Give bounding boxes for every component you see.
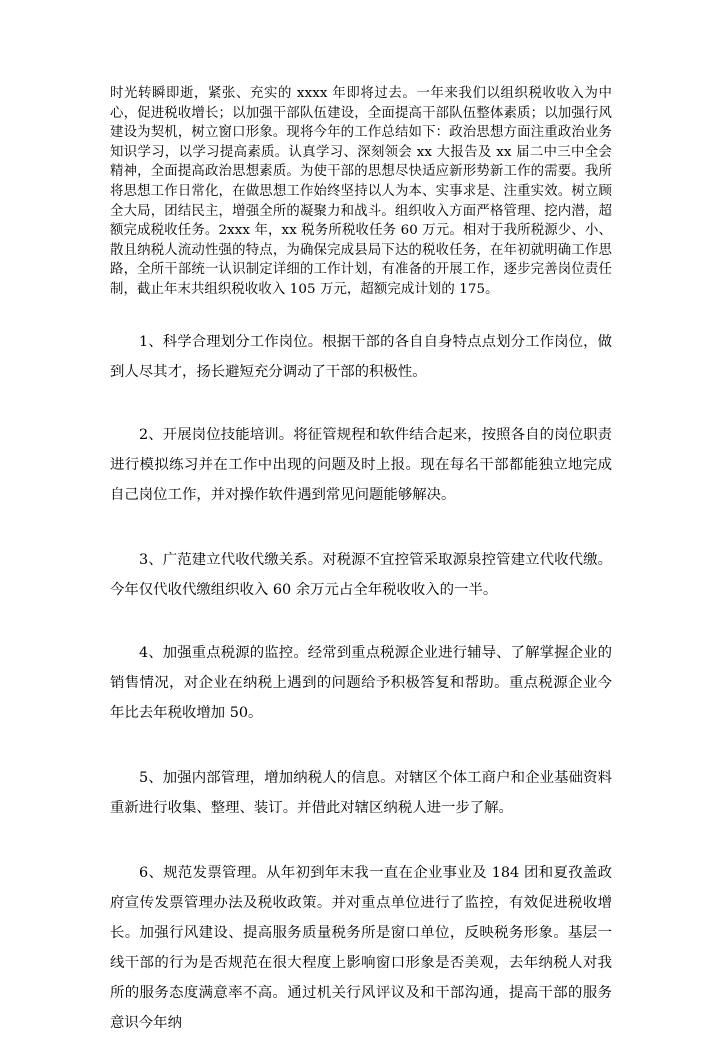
list-item-3: 3、广范建立代收代缴关系。对税源不宜控管采取源泉控管建立代收代缴。今年仅代收代缴组织收入 60 余万元占全年税收收入的一半。 [110, 551, 612, 598]
intro-paragraph: 时光转瞬即逝，紧张、充实的 xxxx 年即将过去。一年来我们以组织税收收入为中心，促进税收增长；以加强干部队伍建设，全面提高干部队伍整体素质；以加强行风建设为契机，树立窗口形象。现将今年的工作总结如下：政治思想方面注重政治业务知识学习，以学习提高素质。认真学习、深刻领会 xx 大报告及 xx 届二中三中全会精神，全面提高政治思想素质。为使干部的思想尽快适应新形势新工作的需要。我所将思想工作日常化，在做思想工作始终坚持以人为本、实事求是、注重实效。树立顾全大局，团结民主，增强全所的凝聚力和战斗。组织收入方面严格管理、挖内潜，超额完成税收任务。2xxx 年，xx 税务所税收任务 60 万元。相对于我所税源少、小、散且纳税人流动性强的特点，为确保完成县局下达的税收任务，在年初就明确工作思路，全所干部统一认识制定详细的工作计划，有准备的开展工作，逐步完善岗位责任制，截止年末共组织税收收入 105 万元，超额完成计划的 175。 [110, 86, 612, 297]
list-item-6: 6、规范发票管理。从年初到年末我一直在企业事业及 184 团和夏孜盖政府宣传发票管理办法及税收政策。并对重点单位进行了监控，有效促进税收增长。加强行风建设、提高服务质量税务所是窗口单位，反映税务形象。基层一线干部的行为是否规范在很大程度上影响窗口形象是否美观，去年纳税人对我所的服务态度满意率不高。通过机关行风评议及和干部沟通，提高干部的服务意识今年纳 [110, 864, 612, 1031]
list-item-4: 4、加强重点税源的监控。经常到重点税源企业进行辅导、了解掌握企业的销售情况，对企业在纳税上遇到的问题给予积极答复和帮助。重点税源企业今年比去年税收增加 50。 [110, 644, 612, 721]
document-page [110, 84, 612, 1038]
list-item-2: 2、开展岗位技能培训。将征管规程和软件结合起来，按照各自的岗位职责进行模拟练习并在工作中出现的问题及时上报。现在每名干部都能独立地完成自己岗位工作，并对操作软件遇到常见问题能够解决。 [110, 426, 612, 503]
list-item-5: 5、加强内部管理，增加纳税人的信息。对辖区个体工商户和企业基础资料重新进行收集、整理、装订。并借此对辖区纳税人进一步了解。 [110, 769, 612, 816]
list-item-1: 1、科学合理划分工作岗位。根据干部的各自自身特点点划分工作岗位，做到人尽其才，扬长避短充分调动了干部的积极性。 [110, 333, 612, 380]
